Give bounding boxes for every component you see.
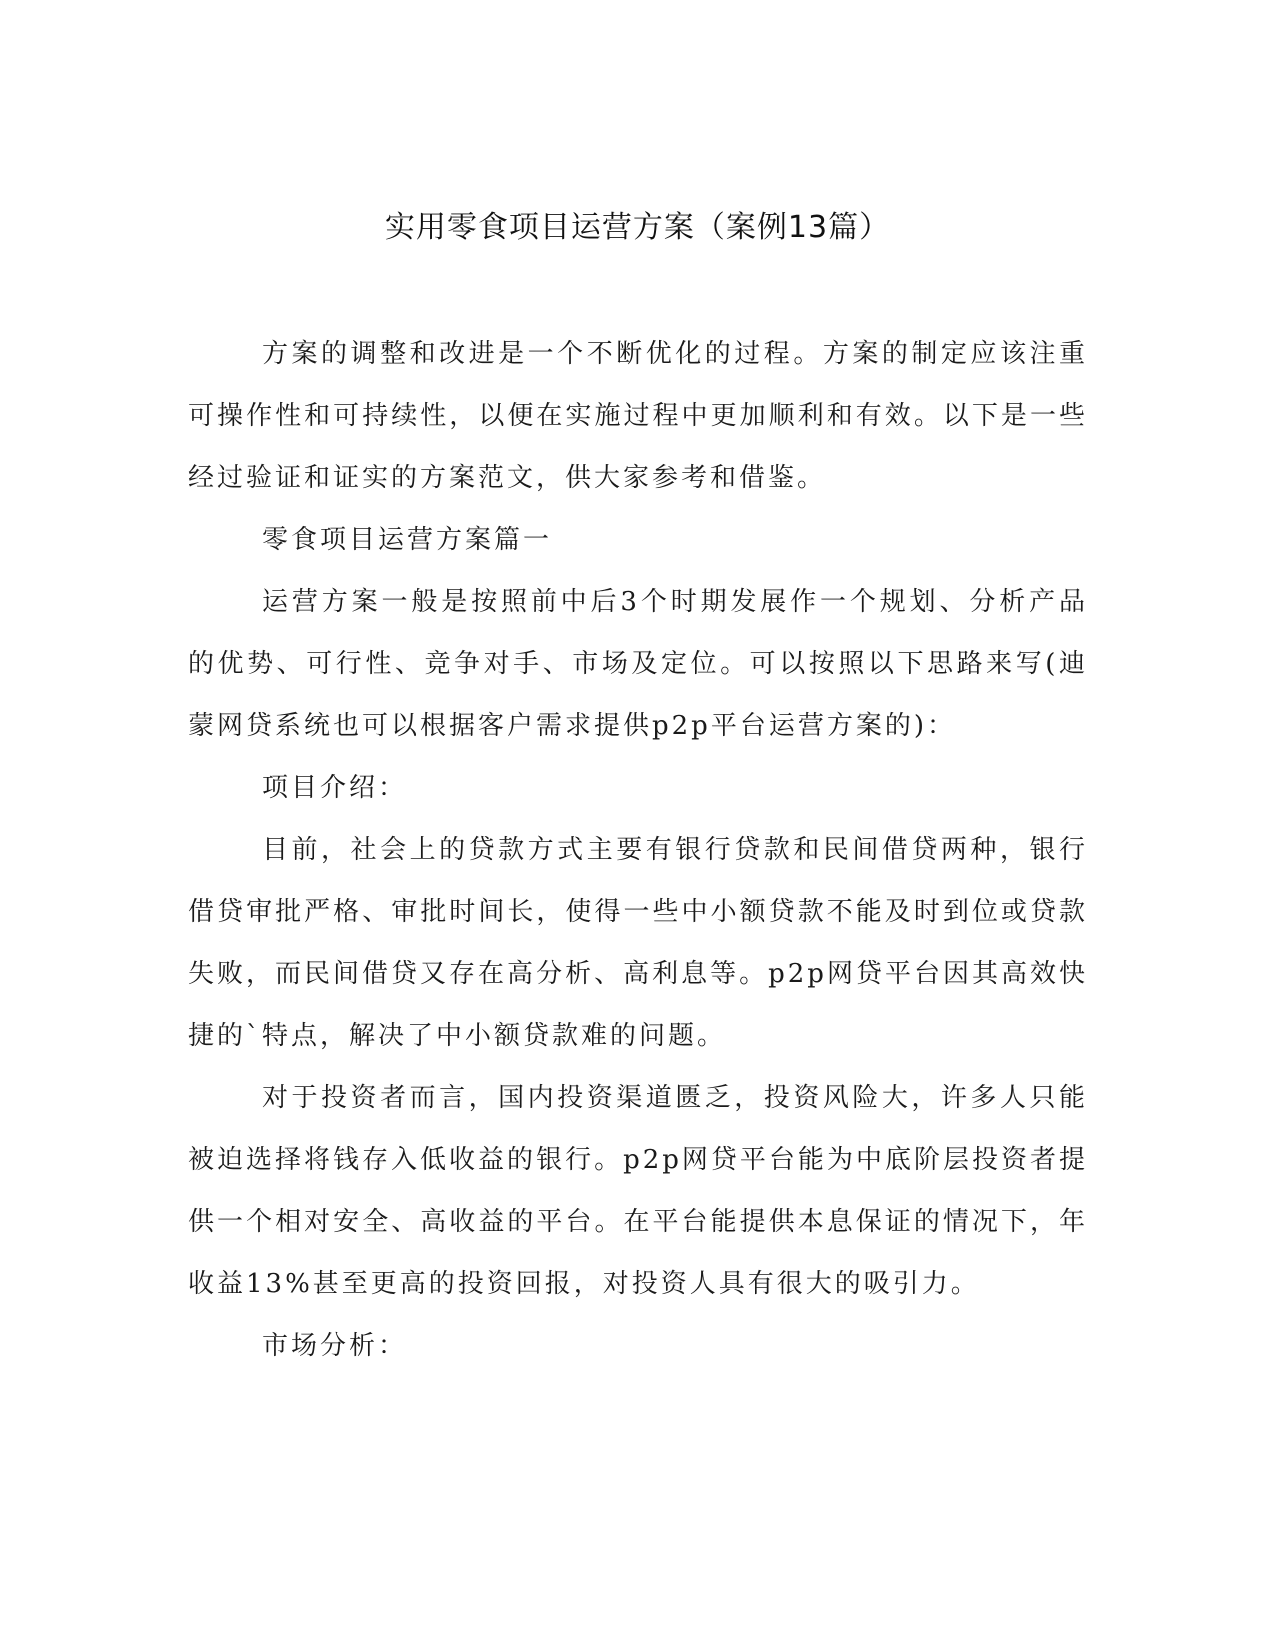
- operation-plan-paragraph: 运营方案一般是按照前中后3个时期发展作一个规划、分析产品的优势、可行性、竞争对手、市场及定位。可以按照以下思路来写(迪蒙网贷系统也可以根据客户需求提供p2p平台运营方案的)：: [188, 587, 1088, 741]
- document-title: 实用零食项目运营方案（案例13篇）: [384, 210, 891, 245]
- investor-paragraph: 对于投资者而言，国内投资渠道匮乏，投资风险大，许多人只能被迫选择将钱存入低收益的银行。p2p网贷平台能为中底阶层投资者提供一个相对安全、高收益的平台。在平台能提供本息保证的情况下，年收益13%甚至更高的投资回报，对投资人具有很大的吸引力。: [188, 1083, 1088, 1299]
- loan-market-paragraph: 目前，社会上的贷款方式主要有银行贷款和民间借贷两种，银行借贷审批严格、审批时间长，使得一些中小额贷款不能及时到位或贷款失败，而民间借贷又存在高分析、高利息等。p2p网贷平台因其高效快捷的`特点，解决了中小额贷款难的问题。: [188, 835, 1088, 1051]
- document-body: [188, 323, 1088, 1377]
- project-intro-heading: 项目介绍：: [262, 773, 408, 803]
- section-heading-part-one: 零食项目运营方案篇一: [262, 525, 553, 555]
- intro-paragraph: 方案的调整和改进是一个不断优化的过程。方案的制定应该注重可操作性和可持续性，以便在实施过程中更加顺利和有效。以下是一些经过验证和证实的方案范文，供大家参考和借鉴。: [188, 339, 1088, 493]
- market-analysis-heading: 市场分析：: [262, 1331, 408, 1361]
